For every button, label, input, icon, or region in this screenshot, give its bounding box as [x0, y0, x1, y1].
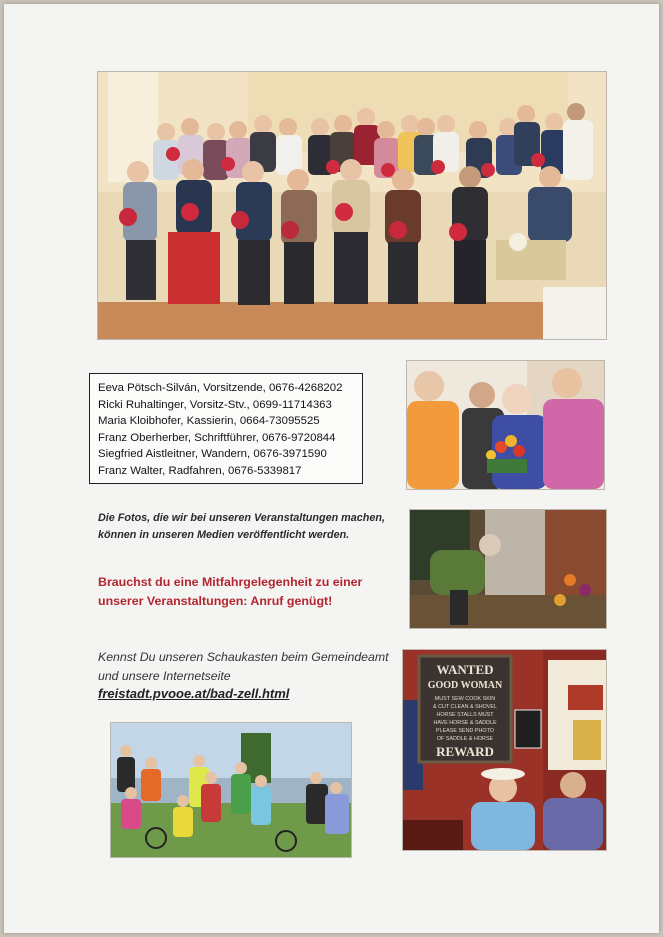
schaukasten-text: Kennst Du unseren Schaukasten beim Gemeindeamt und unsere Internetseite	[98, 650, 389, 683]
contact-line: Eeva Pötsch-Silván, Vorsitzende, 0676-4268202	[98, 382, 343, 394]
svg-text:HAVE HORSE & SADDLE: HAVE HORSE & SADDLE	[433, 720, 497, 726]
contact-line: Franz Walter, Radfahren, 0676-5339817	[98, 464, 302, 477]
ride-offer-text: Brauchst du eine Mitfahrgelegenheit zu einer unserer Veranstaltungen: Anruf genügt!	[98, 575, 363, 608]
flyer-page	[4, 4, 659, 933]
cyclists-photo	[110, 722, 352, 858]
sign-good-woman: GOOD WOMAN	[427, 680, 503, 691]
contact-line: Franz Oberherber, Schriftführer, 0676-9720844	[98, 431, 336, 444]
wanted-sign-photo	[402, 649, 607, 851]
contact-list-box	[89, 373, 363, 484]
sign-wanted: WANTED	[436, 662, 494, 677]
contact-line: Ricki Ruhaltinger, Vorsitz-Stv., 0699-11714363	[98, 398, 332, 411]
svg-text:PLEASE SEND PHOTO: PLEASE SEND PHOTO	[435, 728, 495, 734]
sign-reward: REWARD	[436, 744, 494, 759]
contact-line: Siegfried Aistleitner, Wandern, 0676-3971590	[98, 448, 327, 461]
svg-text:OF SADDLE & HORSE: OF SADDLE & HORSE	[436, 736, 494, 742]
contact-line: Maria Kloibhofer, Kassierin, 0664-73095525	[98, 415, 320, 428]
four-women-photo	[406, 360, 605, 490]
svg-text:MUST SEW COOK SKIN: MUST SEW COOK SKIN	[434, 696, 496, 702]
schaukasten-text-block	[98, 648, 398, 704]
website-link[interactable]: freistadt.pvooe.at/bad-zell.html	[98, 686, 290, 702]
group-photo	[97, 71, 607, 340]
svg-text:& CUT CLEAN & SHOVEL: & CUT CLEAN & SHOVEL	[432, 704, 498, 710]
photo-notice-text: Die Fotos, die wir bei unseren Veranstaltungen machen, können in unseren Medien veröffentlicht werden.	[98, 512, 385, 541]
svg-text:HORSE STALLS MUST: HORSE STALLS MUST	[436, 712, 494, 718]
man-at-well-photo	[409, 509, 607, 629]
